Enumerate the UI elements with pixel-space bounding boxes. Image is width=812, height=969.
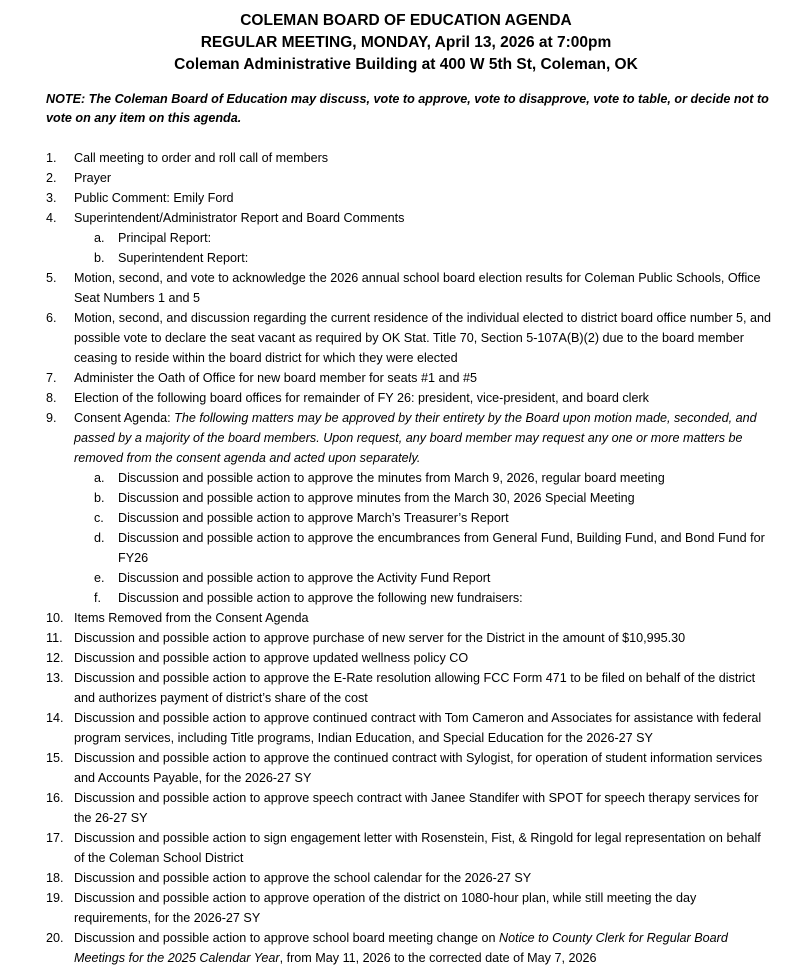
- agenda-item-text: Motion, second, and vote to acknowledge the 2026 annual school board election results for Coleman Public Schools, Office Seat Numbers 1 and 5: [74, 271, 761, 305]
- agenda-item: [46, 828, 772, 868]
- agenda-item-number: 14.: [46, 711, 64, 725]
- agenda-item: [46, 788, 772, 828]
- agenda-item-text: Motion, second, and discussion regarding the current residence of the individual elected to district board office number 5, and possible vote to declare the seat vacant as required by OK Stat. Title 70, Section 5-107A(B)(2) due to the board member ceasing to reside within the board district for which they were elected: [74, 311, 772, 365]
- agenda-item: [46, 868, 772, 888]
- agenda-subitem-letter: f.: [94, 591, 101, 605]
- agenda-subitem-letter: b.: [94, 251, 105, 265]
- agenda-item: [46, 928, 772, 968]
- agenda-subitem-letter: d.: [94, 531, 105, 545]
- agenda-item-number: 17.: [46, 831, 64, 845]
- agenda-item: [46, 628, 772, 648]
- agenda-item-number: 9.: [46, 411, 57, 425]
- agenda-item-italic-text: The following matters may be approved by their entirety by the Board upon motion made, seconded, and passed by a majority of the board members. Upon request, any board member may request any one or more matters be removed from the consent agenda and acted upon separately.: [74, 411, 757, 465]
- agenda-item-text: Superintendent/Administrator Report and Board Comments: [74, 211, 405, 225]
- agenda-item: [46, 388, 772, 408]
- agenda-item-text: Public Comment: Emily Ford: [74, 191, 234, 205]
- agenda-title: COLEMAN BOARD OF EDUCATION AGENDA: [240, 12, 572, 29]
- agenda-item-italic-text: Notice to County Clerk for Regular Board Meetings for the 2025 Calendar Year: [74, 931, 728, 965]
- agenda-header: [40, 10, 772, 76]
- agenda-item: [46, 308, 772, 368]
- agenda-subitem: [46, 568, 772, 588]
- agenda-item-number: 11.: [46, 631, 63, 645]
- agenda-item: [46, 148, 772, 168]
- agenda-subitem-letter: b.: [94, 491, 105, 505]
- agenda-subitem-text: Discussion and possible action to approve minutes from the March 30, 2026 Special Meeting: [118, 491, 635, 505]
- agenda-item: [46, 748, 772, 788]
- agenda-item-text: Prayer: [74, 171, 112, 185]
- agenda-item-number: 13.: [46, 671, 64, 685]
- agenda-item-text-continued: , from May 11, 2026 to the corrected date of May 7, 2026: [279, 951, 597, 965]
- agenda-item-text: Discussion and possible action to approve the school calendar for the 2026-27 SY: [74, 871, 532, 885]
- agenda-item-text: Discussion and possible action to approve school board meeting change on: [74, 931, 499, 945]
- agenda-item-text: Election of the following board offices for remainder of FY 26: president, vice-president, and board clerk: [74, 391, 649, 405]
- agenda-item-text: Discussion and possible action to approve updated wellness policy CO: [74, 651, 469, 665]
- agenda-subitem-text: Discussion and possible action to approve the minutes from March 9, 2026, regular board meeting: [118, 471, 665, 485]
- agenda-subitem-text: Principal Report:: [118, 231, 212, 245]
- agenda-subitem-text: Superintendent Report:: [118, 251, 249, 265]
- agenda-item: [46, 208, 772, 228]
- agenda-item-number: 4.: [46, 211, 57, 225]
- agenda-item: [46, 708, 772, 748]
- agenda-item: [46, 368, 772, 388]
- agenda-list: [46, 148, 772, 968]
- agenda-item-text: Discussion and possible action to sign engagement letter with Rosenstein, Fist, & Ringold for legal representation on behalf of the Coleman School District: [74, 831, 761, 865]
- agenda-item-text: Discussion and possible action to approve the E-Rate resolution allowing FCC Form 471 to be filed on behalf of the district and authorizes payment of district’s share of the cost: [74, 671, 756, 705]
- agenda-item-text: Discussion and possible action to approve the continued contract with Sylogist, for operation of student information services and Accounts Payable, for the 2026-27 SY: [74, 751, 763, 785]
- agenda-item-number: 6.: [46, 311, 57, 325]
- agenda-item-number: 1.: [46, 151, 57, 165]
- agenda-item-number: 7.: [46, 371, 57, 385]
- agenda-item-number: 10.: [46, 611, 64, 625]
- agenda-item-number: 16.: [46, 791, 64, 805]
- agenda-item-number: 15.: [46, 751, 64, 765]
- agenda-subitem-text: Discussion and possible action to approve the Activity Fund Report: [118, 571, 491, 585]
- agenda-subitem: [46, 588, 772, 608]
- agenda-item-text: Discussion and possible action to approve speech contract with Janee Standifer with SPOT for speech therapy services for the 26-27 SY: [74, 791, 759, 825]
- agenda-subitem-letter: e.: [94, 571, 105, 585]
- agenda-note: NOTE: The Coleman Board of Education may discuss, vote to approve, vote to disapprove, vote to table, or decide not to vote on any item on this agenda.: [46, 92, 769, 125]
- agenda-item: [46, 608, 772, 628]
- meeting-date-line: REGULAR MEETING, MONDAY, April 13, 2026 at 7:00pm: [200, 34, 612, 51]
- agenda-item-text: Discussion and possible action to approve purchase of new server for the District in the amount of $10,995.30: [74, 631, 686, 645]
- agenda-item-number: 3.: [46, 191, 57, 205]
- agenda-item-number: 18.: [46, 871, 64, 885]
- agenda-item: [46, 888, 772, 928]
- agenda-item-text: Administer the Oath of Office for new board member for seats #1 and #5: [74, 371, 477, 385]
- agenda-item-text: Discussion and possible action to approve continued contract with Tom Cameron and Associates for assistance with federal program services, including Title programs, Indian Education, and Special Education for the 2026-27 SY: [74, 711, 762, 745]
- agenda-subitem-text: Discussion and possible action to approve March’s Treasurer’s Report: [118, 511, 509, 525]
- agenda-item: [46, 168, 772, 188]
- meeting-location-line: Coleman Administrative Building at 400 W 5th St, Coleman, OK: [174, 56, 638, 73]
- agenda-subitem-letter: a.: [94, 471, 105, 485]
- agenda-subitem: [46, 248, 772, 268]
- agenda-item-text: Consent Agenda:: [74, 411, 175, 425]
- agenda-item-number: 2.: [46, 171, 57, 185]
- agenda-subitem: [46, 528, 772, 568]
- agenda-subitem: [46, 508, 772, 528]
- agenda-item: [46, 268, 772, 308]
- agenda-item: [46, 648, 772, 668]
- agenda-item: [46, 668, 772, 708]
- agenda-item-number: 5.: [46, 271, 57, 285]
- agenda-subitem: [46, 488, 772, 508]
- agenda-subitem-letter: a.: [94, 231, 105, 245]
- agenda-item-number: 20.: [46, 931, 64, 945]
- agenda-item-number: 19.: [46, 891, 64, 905]
- agenda-item-text: Call meeting to order and roll call of members: [74, 151, 329, 165]
- agenda-item: [46, 188, 772, 208]
- agenda-subitem: [46, 228, 772, 248]
- agenda-subitem: [46, 468, 772, 488]
- agenda-item-number: 12.: [46, 651, 64, 665]
- agenda-subitem-text: Discussion and possible action to approve the following new fundraisers:: [118, 591, 523, 605]
- agenda-subitem-letter: c.: [94, 511, 104, 525]
- agenda-item-text: Discussion and possible action to approve operation of the district on 1080-hour plan, while still meeting the day requirements, for the 2026-27 SY: [74, 891, 697, 925]
- agenda-subitem-text: Discussion and possible action to approve the encumbrances from General Fund, Building Fund, and Bond Fund for FY26: [118, 531, 765, 565]
- agenda-item: [46, 408, 772, 468]
- agenda-item-text: Items Removed from the Consent Agenda: [74, 611, 309, 625]
- agenda-item-number: 8.: [46, 391, 57, 405]
